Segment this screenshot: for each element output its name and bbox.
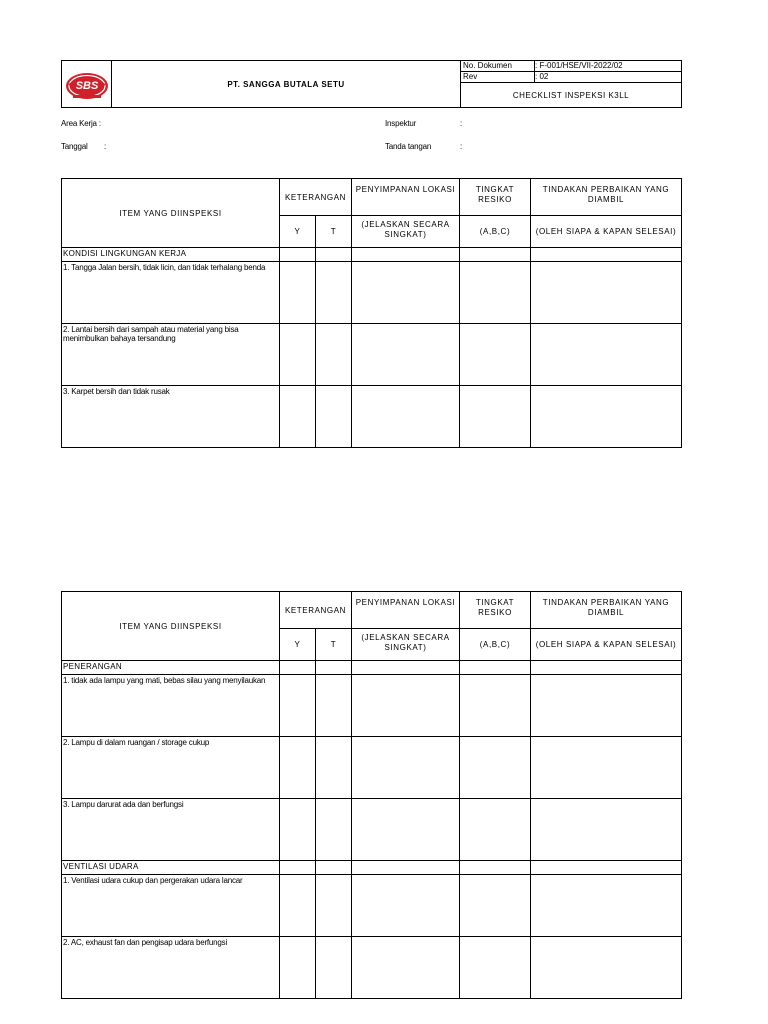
col-oleh-header: (OLEH SIAPA & KAPAN SELESAI) (531, 629, 682, 661)
col-keterangan-header: KETERANGAN (280, 592, 352, 629)
checklist-table-1 (61, 178, 682, 448)
rev-label: Rev (461, 72, 535, 83)
lokasi-cell[interactable] (352, 675, 460, 737)
tindakan-cell[interactable] (531, 937, 682, 999)
col-jelaskan-header: (JELASKAN SECARA SINGKAT) (352, 629, 460, 661)
lokasi-cell[interactable] (352, 937, 460, 999)
col-item-header: ITEM YANG DIINSPEKSI (62, 179, 280, 248)
table-row (62, 262, 682, 324)
y-cell[interactable] (280, 324, 316, 386)
tindakan-cell[interactable] (531, 262, 682, 324)
signature-label: Tanda tangan (385, 142, 432, 151)
item-label: 1. Tangga Jalan bersih, tidak licin, dan tidak terhalang benda (62, 262, 280, 324)
rev-value: : 02 (535, 72, 682, 83)
resiko-cell[interactable] (460, 386, 531, 448)
lokasi-cell[interactable] (352, 262, 460, 324)
tindakan-cell[interactable] (531, 875, 682, 937)
section-row (62, 861, 682, 875)
col-tindakan-header: TINDAKAN PERBAIKAN YANG DIAMBIL (531, 179, 682, 216)
col-keterangan-header: KETERANGAN (280, 179, 352, 216)
resiko-cell[interactable] (460, 675, 531, 737)
resiko-cell[interactable] (460, 737, 531, 799)
tindakan-cell[interactable] (531, 386, 682, 448)
section-label: VENTILASI UDARA (62, 861, 280, 875)
col-abc-header: (A,B,C) (460, 216, 531, 248)
col-y-header: Y (280, 629, 316, 661)
logo-text: SBS (75, 80, 99, 92)
section-label: PENERANGAN (62, 661, 280, 675)
item-label: 2. Lampu di dalam ruangan / storage cukup (62, 737, 280, 799)
t-cell[interactable] (316, 937, 352, 999)
inspector-label: Inspektur (385, 119, 417, 128)
document-header (61, 60, 682, 108)
inspector-colon: : (460, 119, 463, 128)
y-cell[interactable] (280, 675, 316, 737)
resiko-cell[interactable] (460, 875, 531, 937)
t-cell[interactable] (316, 386, 352, 448)
item-label: 3. Karpet bersih dan tidak rusak (62, 386, 280, 448)
col-penyimpanan-header: PENYIMPANAN LOKASI (352, 592, 460, 629)
t-cell[interactable] (316, 675, 352, 737)
date-colon: : (104, 142, 107, 151)
section-row (62, 661, 682, 675)
y-cell[interactable] (280, 262, 316, 324)
y-cell[interactable] (280, 386, 316, 448)
table-row (62, 386, 682, 448)
t-cell[interactable] (316, 799, 352, 861)
table-row (62, 737, 682, 799)
col-abc-header: (A,B,C) (460, 629, 531, 661)
y-cell[interactable] (280, 875, 316, 937)
resiko-cell[interactable] (460, 324, 531, 386)
resiko-cell[interactable] (460, 937, 531, 999)
col-tingkat-header: TINGKAT RESIKO (460, 592, 531, 629)
y-cell[interactable] (280, 799, 316, 861)
col-oleh-header: (OLEH SIAPA & KAPAN SELESAI) (531, 216, 682, 248)
tindakan-cell[interactable] (531, 737, 682, 799)
table-row (62, 675, 682, 737)
area-label: Area Kerja : (61, 119, 101, 128)
date-label: Tanggal (61, 142, 88, 151)
table-row (62, 799, 682, 861)
table-row (62, 875, 682, 937)
col-y-header: Y (280, 216, 316, 248)
company-name: PT. SANGGA BUTALA SETU (112, 61, 461, 108)
lokasi-cell[interactable] (352, 799, 460, 861)
t-cell[interactable] (316, 875, 352, 937)
col-item-header: ITEM YANG DIINSPEKSI (62, 592, 280, 661)
item-label: 2. AC, exhaust fan dan pengisap udara berfungsi (62, 937, 280, 999)
lokasi-cell[interactable] (352, 737, 460, 799)
item-label: 1. Ventilasi udara cukup dan pergerakan udara lancar (62, 875, 280, 937)
lokasi-cell[interactable] (352, 875, 460, 937)
t-cell[interactable] (316, 262, 352, 324)
resiko-cell[interactable] (460, 262, 531, 324)
y-cell[interactable] (280, 937, 316, 999)
doc-no-label: No. Dokumen (461, 61, 535, 72)
col-tingkat-header: TINGKAT RESIKO (460, 179, 531, 216)
y-cell[interactable] (280, 737, 316, 799)
t-cell[interactable] (316, 324, 352, 386)
tindakan-cell[interactable] (531, 675, 682, 737)
col-t-header: T (316, 216, 352, 248)
col-jelaskan-header: (JELASKAN SECARA SINGKAT) (352, 216, 460, 248)
section-row (62, 248, 682, 262)
col-tindakan-header: TINDAKAN PERBAIKAN YANG DIAMBIL (531, 592, 682, 629)
t-cell[interactable] (316, 737, 352, 799)
table-row (62, 937, 682, 999)
tindakan-cell[interactable] (531, 799, 682, 861)
col-penyimpanan-header: PENYIMPANAN LOKASI (352, 179, 460, 216)
lokasi-cell[interactable] (352, 324, 460, 386)
checklist-table-2 (61, 591, 682, 999)
item-label: 2. Lantai bersih dari sampah atau material yang bisa menimbulkan bahaya tersandung (62, 324, 280, 386)
company-logo-icon (63, 69, 111, 101)
tindakan-cell[interactable] (531, 324, 682, 386)
doc-title: CHECKLIST INSPEKSI K3LL (461, 83, 682, 108)
logo-cell (62, 61, 112, 108)
table-row (62, 324, 682, 386)
resiko-cell[interactable] (460, 799, 531, 861)
item-label: 3. Lampu darurat ada dan berfungsi (62, 799, 280, 861)
section-label: KONDISI LINGKUNGAN KERJA (62, 248, 280, 262)
col-t-header: T (316, 629, 352, 661)
signature-colon: : (460, 142, 463, 151)
item-label: 1. tidak ada lampu yang mati, bebas silau yang menyilaukan (62, 675, 280, 737)
doc-no-value: : F-001/HSE/VII-2022/02 (535, 61, 682, 72)
lokasi-cell[interactable] (352, 386, 460, 448)
